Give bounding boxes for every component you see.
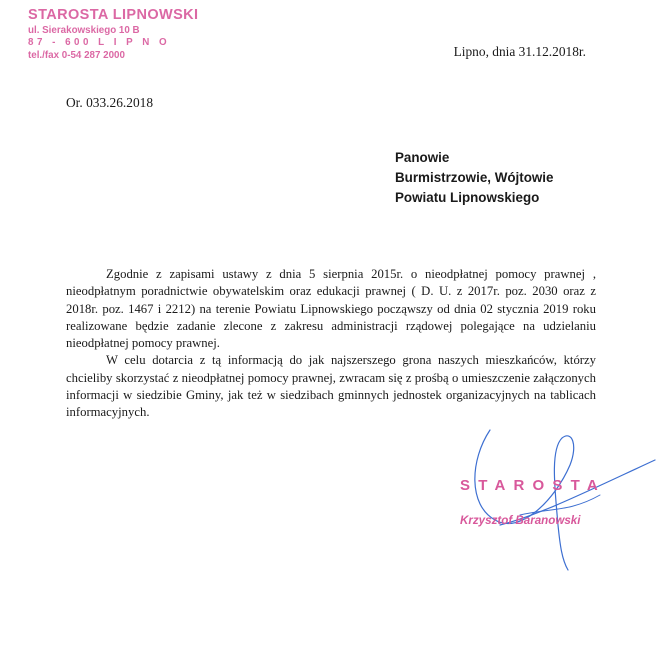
stamp-title: STAROSTA LIPNOWSKI: [28, 7, 199, 23]
signature-stamp-name: Krzysztof Baranowski: [460, 514, 581, 527]
addressee-line: Powiatu Lipnowskiego: [395, 190, 540, 205]
body-paragraph: W celu dotarcia z tą informacją do jak najszerszego grona naszych mieszkańców, którzy chcieliby skorzystać z nieodpłatnej pomocy prawnej, zwracam się z prośbą o umieszczenie załączonych informacji w siedzibie Gminy, jak też w siedzibach gminnych jednostek organizacyjnych na tablicach informacyjnych.: [66, 353, 596, 420]
signature-stamp-title: STAROSTA: [460, 477, 606, 494]
addressee-line: Burmistrzowie, Wójtowie: [395, 170, 554, 185]
place-date: Lipno, dnia 31.12.2018r.: [453, 44, 586, 59]
addressee-block: [395, 148, 553, 208]
reference-number: Or. 033.26.2018: [66, 95, 154, 110]
stamp-postal: 87 - 600 L I P N O: [28, 37, 171, 49]
signature-stamp: [460, 478, 630, 527]
stamp-phone: tel./fax 0-54 287 2000: [28, 50, 125, 62]
body-paragraph: Zgodnie z zapisami ustawy z dnia 5 sierpnia 2015r. o nieodpłatnej pomocy prawnej , nieodpłatnym poradnictwie obywatelskim oraz edukacji prawnej ( D. U. z 2017r. poz. 2030 oraz z 2018r. poz. 1467 i 2212) na terenie Powiatu Lipnowskiego począwszy od dnia 02 stycznia 2019 roku realizowane będzie zadanie zlecone z zakresu administracji rządowej polegające na udzielaniu nieodpłatnej pomocy prawnej.: [66, 267, 596, 351]
stamp-address: ul. Sierakowskiego 10 B: [28, 24, 140, 36]
addressee-line: Panowie: [395, 150, 450, 165]
letterhead-stamp: [28, 8, 198, 61]
letter-body: [66, 266, 596, 422]
